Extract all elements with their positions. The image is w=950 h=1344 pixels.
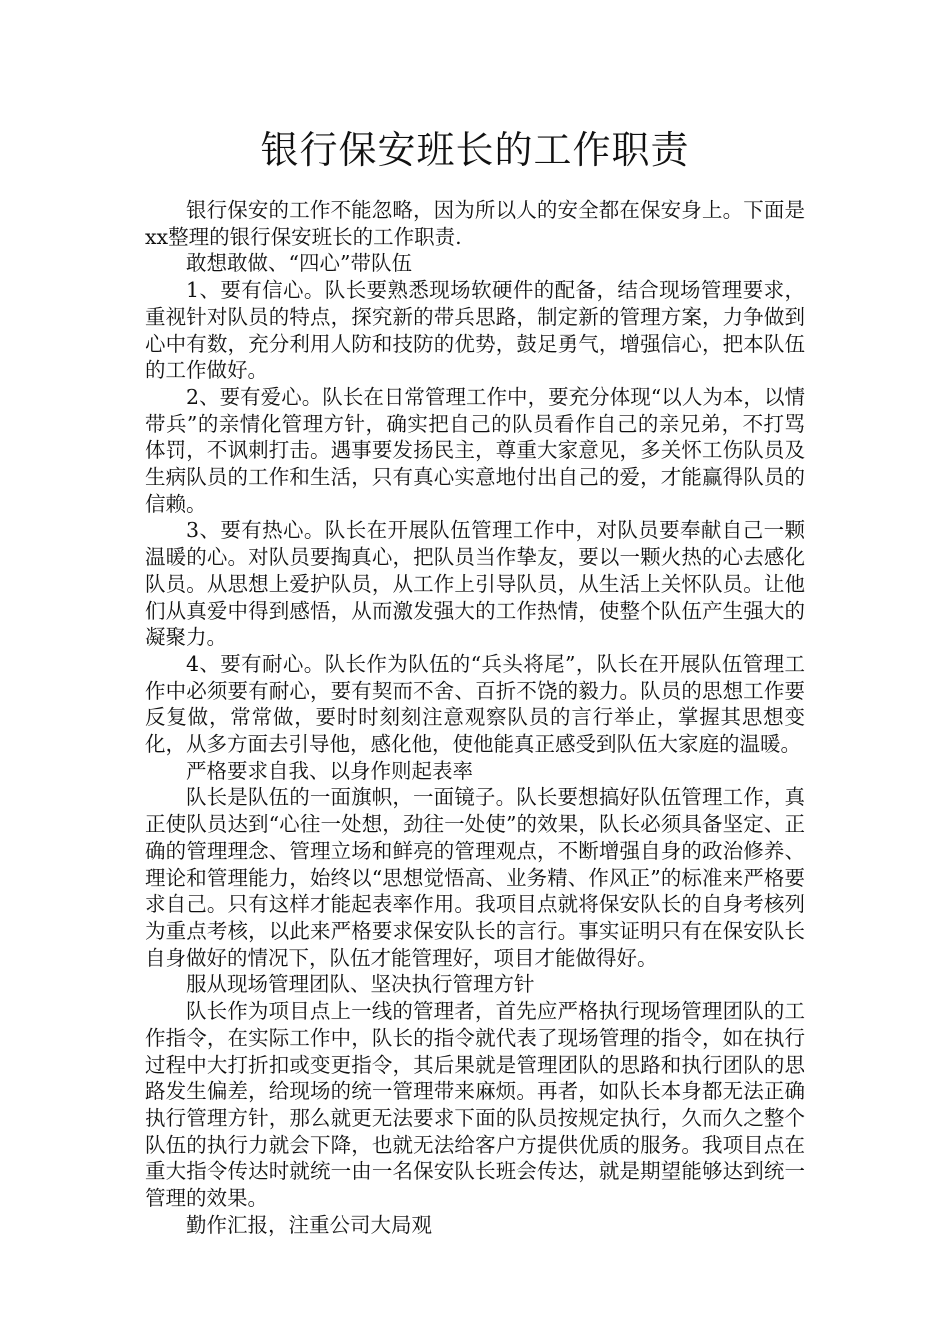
intro-paragraph: 银行保安的工作不能忽略，因为所以人的安全都在保安身上。下面是xx整理的银行保安班长的工作职责. bbox=[145, 198, 805, 249]
paragraph-patience: 4、要有耐心。队长作为队伍的“兵头将尾”，队长在开展队伍管理工作中必须要有耐心，要有契而不舍、百折不饶的毅力。队员的思想工作要反复做，常常做，要时时刻刻注意观察队员的言行举止，掌握其思想变化，从多方面去引导他，感化他，使他能真正感受到队伍大家庭的温暖。 bbox=[145, 651, 805, 757]
section-heading-reporting: 勤作汇报，注重公司大局观 bbox=[186, 1212, 432, 1237]
paragraph-love: 2、要有爱心。队长在日常管理工作中，要充分体现“以人为本，以情带兵”的亲情化管理方针，确实把自己的队员看作自己的亲兄弟，不打骂体罚，不讽刺打击。遇事要发扬民主，尊重大家意见，多关怀工伤队员及生病队员的工作和生活，只有真心实意地付出自己的爱，才能赢得队员的信赖。 bbox=[145, 384, 805, 516]
paragraph-enthusiasm: 3、要有热心。队长在开展队伍管理工作中，对队员要奉献自己一颗温暖的心。对队员要掏真心，把队员当作挚友，要以一颗火热的心去感化队员。从思想上爱护队员，从工作上引导队员，从生活上关怀队员。让他们从真爱中得到感悟，从而激发强大的工作热情，使整个队伍产生强大的凝聚力。 bbox=[145, 518, 805, 650]
section-heading-four-hearts: 敢想敢做、“四心”带队伍 bbox=[186, 251, 412, 276]
section-heading-self-discipline: 严格要求自我、以身作则起表率 bbox=[186, 758, 473, 783]
paragraph-role-model: 队长是队伍的一面旗帜，一面镜子。队长要想搞好队伍管理工作，真正使队员达到“心往一处想，劲往一处使”的效果，队长必须具备坚定、正确的管理理念、管理立场和鲜亮的管理观点，不断增强自身的政治修养、理论和管理能力，始终以“思想觉悟高、业务精、作风正”的标准来严格要求自己。只有这样才能起表率作用。我项目点就将保安队长的自身考核列为重点考核，以此来严格要求保安队长的言行。事实证明只有在保安队长自身做好的情况下，队伍才能管理好，项目才能做得好。 bbox=[145, 785, 805, 970]
section-heading-obey-management: 服从现场管理团队、坚决执行管理方针 bbox=[186, 972, 535, 997]
document-body bbox=[145, 197, 805, 1238]
document-title: 银行保安班长的工作职责 bbox=[260, 128, 690, 172]
paragraph-execution: 队长作为项目点上一线的管理者，首先应严格执行现场管理团队的工作指令，在实际工作中，队长的指令就代表了现场管理的指令，如在执行过程中大打折扣或变更指令，其后果就是管理团队的思路和执行团队的思路发生偏差，给现场的统一管理带来麻烦。再者，如队长本身都无法正确执行管理方针，那么就更无法要求下面的队员按规定执行，久而久之整个队伍的执行力就会下降，也就无法给客户方提供优质的服务。我项目点在重大指令传达时就统一由一名保安队长班会传达，就是期望能够达到统一管理的效果。 bbox=[145, 999, 805, 1211]
paragraph-confidence: 1、要有信心。队长要熟悉现场软硬件的配备，结合现场管理要求，重视针对队员的特点，探究新的带兵思路，制定新的管理方案，力争做到心中有数，充分利用人防和技防的优势，鼓足勇气，增强信心，把本队伍的工作做好。 bbox=[145, 278, 805, 383]
